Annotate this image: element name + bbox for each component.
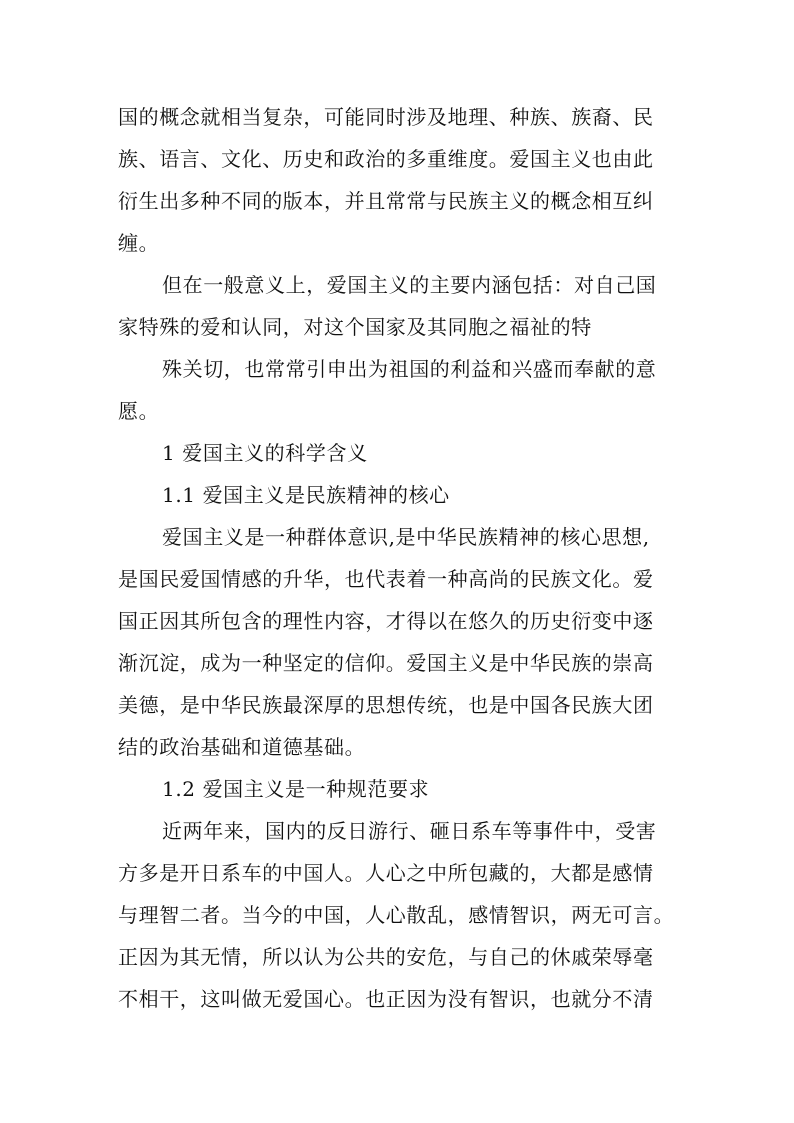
paragraph-first-line: 殊关切，也常常引申出为祖国的利益和兴盛而奉献的意 — [162, 357, 657, 381]
text-line: 衍生出多种不同的版本，并且常常与民族主义的概念相互纠 — [118, 189, 654, 213]
text-line: 国的概念就相当复杂，可能同时涉及地理、种族、族裔、民 — [118, 105, 654, 129]
paragraph-first-line: 近两年来，国内的反日游行、砸日系车等事件中，受害 — [162, 819, 657, 843]
section-heading: 1 爱国主义的科学含义 — [162, 441, 368, 465]
subsection-heading: 1.1 爱国主义是民族精神的核心 — [162, 483, 450, 507]
text-line: 与理智二者。当今的中国，人心散乱，感情智识，两无可言。 — [118, 903, 675, 927]
text-line: 方多是开日系车的中国人。人心之中所包藏的，大都是感情 — [118, 861, 654, 885]
document-page — [118, 96, 678, 1020]
text-line: 结的政治基础和道德基础。 — [118, 735, 366, 759]
text-line: 是国民爱国情感的升华，也代表着一种高尚的民族文化。爱 — [118, 567, 654, 591]
text-line: 愿。 — [118, 399, 160, 423]
paragraph-first-line: 但在一般意义上，爱国主义的主要内涵包括：对自己国 — [162, 273, 657, 297]
text-line: 不相干，这叫做无爱国心。也正因为没有智识，也就分不清 — [118, 987, 654, 1011]
text-line: 渐沉淀，成为一种坚定的信仰。爱国主义是中华民族的崇高 — [118, 651, 654, 675]
text-line: 家特殊的爱和认同，对这个国家及其同胞之福祉的特 — [118, 315, 592, 339]
text-line: 缠。 — [118, 231, 160, 255]
text-line: 国正因其所包含的理性内容，才得以在悠久的历史衍变中逐 — [118, 609, 654, 633]
text-line: 美德，是中华民族最深厚的思想传统，也是中国各民族大团 — [118, 693, 654, 717]
text-line: 族、语言、文化、历史和政治的多重维度。爱国主义也由此 — [118, 147, 654, 171]
text-line: 正因为其无情，所以认为公共的安危，与自己的休戚荣辱毫 — [118, 945, 654, 969]
paragraph-first-line: 爱国主义是一种群体意识,是中华民族精神的核心思想, — [162, 525, 650, 549]
subsection-heading: 1.2 爱国主义是一种规范要求 — [162, 777, 430, 801]
